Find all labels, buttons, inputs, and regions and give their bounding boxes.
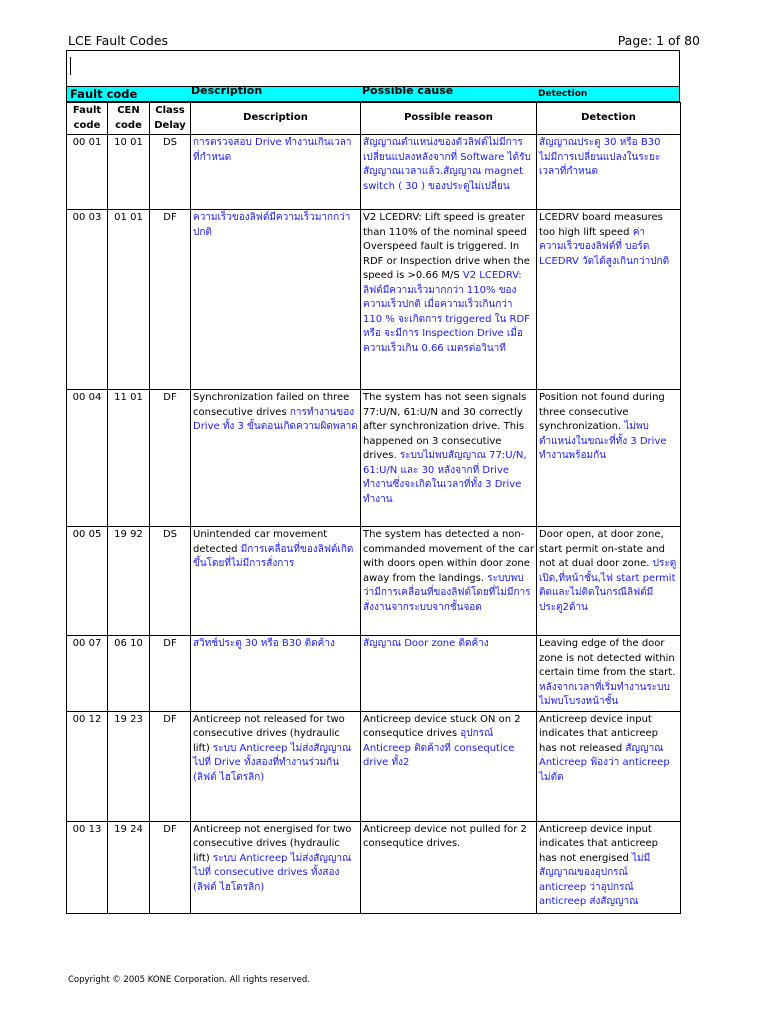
description-cell-english: Anticreep not released for two consecutive drives (hydraulic lift) <box>193 713 345 754</box>
detection-cell <box>537 636 681 712</box>
possible-reason-cell-thai: V2 LCEDRV: ลิฟต์มีความเร็วมากกว่า 110% ของความเร็วปกติ เมื่อความเร็วเกินกว่า 110 % จะเกิดการ triggered ใน RDF หรือ จะมีการ Inspection Drive เมื่อความเร็วเกิน 0.66 เมตรต่อวินาที <box>363 270 530 354</box>
detection-cell-english: Position not found during three consecutive synchronization. <box>539 392 665 432</box>
section-detection: Detection <box>538 89 588 99</box>
table-row <box>67 527 681 636</box>
detection-cell <box>537 527 681 636</box>
possible-reason-cell <box>361 527 537 636</box>
cen-code-cell: 01 01 <box>108 210 150 390</box>
description-cell-thai: ระบบ Anticreep ไม่ส่งสัญญาณไปที่ Drive ทั้งสองที่ทำงานร่วมกัน (ลิฟต์ ไฮโดรลิก) <box>193 742 352 783</box>
description-cell <box>191 390 361 527</box>
detection-cell-thai: หลังจากเวลาที่เริ่มทำงานระบบไม่พบโบรงหน้าชั้น <box>539 681 670 707</box>
description-cell <box>191 821 361 913</box>
class-delay-cell: DS <box>150 527 191 636</box>
detection-cell <box>537 711 681 821</box>
table-header-row <box>67 103 681 135</box>
possible-reason-cell-english: The system has not seen signals 77:U/N, 61:U/N and 30 correctly after synchronization drive. This happened on 3 consecutive drives. <box>363 392 527 461</box>
table-row <box>67 390 681 527</box>
section-possible-cause: Possible cause <box>362 84 454 97</box>
fault-code-cell: 00 13 <box>67 821 108 913</box>
class-delay-cell: DF <box>150 210 191 390</box>
detection-cell-thai: ค่าความเร็วของลิฟต์ที่ บอร์ด LCEDRV วัดได้สูงเกินกว่าปกติ <box>539 226 670 267</box>
table-row <box>67 821 681 913</box>
description-cell-thai: ความเร็วของลิฟต์มีความเร็วมากกว่าปกติ <box>193 212 351 238</box>
description-cell-thai: การตรวจสอบ Drive ทำงานเกินเวลาที่กำหนด <box>193 137 352 163</box>
fault-code-cell: 00 05 <box>67 527 108 636</box>
description-cell <box>191 135 361 210</box>
cen-code-cell: 19 23 <box>108 711 150 821</box>
description-cell-thai: ระบบ Anticreep ไม่ส่งสัญญาณไปที่ consecutive drives ทั้งสอง (ลิฟต์ ไฮโดรลิก) <box>193 852 352 893</box>
table-row <box>67 135 681 210</box>
detection-cell-thai: สัญญาณประตู 30 หรือ B30 ไม่มีการเปลี่ยนแปลงในระยะเวลาที่กำหนด <box>539 137 661 177</box>
class-delay-cell: DF <box>150 711 191 821</box>
fault-code-cell: 00 12 <box>67 711 108 821</box>
possible-reason-cell-thai: อุปกรณ์ Anticreep ติดค้างที่ consequtice drive ทั้ง2 <box>363 728 515 768</box>
description-cell <box>191 210 361 390</box>
section-fault-code: Fault code <box>70 87 138 101</box>
detection-cell-english: Leaving edge of the door zone is not detected within certain time from the start. <box>539 638 676 678</box>
cen-code-cell: 10 01 <box>108 135 150 210</box>
class-delay-cell: DF <box>150 821 191 913</box>
fault-code-cell: 00 03 <box>67 210 108 390</box>
description-cell-thai: มีการเคลื่อนที่ของลิฟต์เกิดขึ้นโดยที่ไม่มีการสั่งการ <box>193 543 354 569</box>
possible-reason-cell-thai: สัญญาณ Door zone ติดค้าง <box>363 638 489 649</box>
detection-cell-thai: ไม่มีสัญญาณของอุปกรณ์ anticreep ว่าอุปกรณ์ anticreep ส่งสัญญาณ <box>539 852 651 907</box>
text-cursor <box>70 57 71 75</box>
possible-reason-cell <box>361 821 537 913</box>
possible-reason-cell <box>361 711 537 821</box>
description-cell-english: Anticreep not energised for two consecutive drives (hydraulic lift) <box>193 823 352 864</box>
class-delay-cell: DF <box>150 636 191 712</box>
page-number: Page: 1 of 80 <box>617 33 700 48</box>
copyright-footer: Copyright © 2005 KONE Corporation. All rights reserved. <box>68 975 311 985</box>
possible-reason-cell-english: Anticreep device stuck ON on 2 consequtice drives <box>363 713 521 739</box>
possible-reason-cell <box>361 390 537 527</box>
detection-cell <box>537 821 681 913</box>
detection-cell-thai: สัญญาณ Anticreep ฟ้องว่า anticreep ไม่ตัด <box>539 742 670 783</box>
possible-reason-cell-english: The system has detected a non-commanded movement of the car with doors open within door zone away from the landings. <box>363 529 534 584</box>
section-description: Description <box>191 84 263 97</box>
table-row <box>67 711 681 821</box>
empty-header-box <box>66 50 680 86</box>
fault-codes-table <box>66 102 681 914</box>
class-delay-cell: DF <box>150 390 191 527</box>
table-row <box>67 210 681 390</box>
detection-cell-english: Anticreep device input indicates that anticreep has not energised <box>539 823 659 864</box>
cen-code-cell: 11 01 <box>108 390 150 527</box>
detection-cell-english: Anticreep device input indicates that anticreep has not released <box>539 713 659 754</box>
col-cen-code: CEN code <box>108 103 150 135</box>
detection-cell-thai: ไม่พบตำแหน่งในขณะที่ทั้ง 3 Drive ทำงานพร้อมกัน <box>539 421 667 461</box>
fault-code-cell: 00 01 <box>67 135 108 210</box>
detection-cell <box>537 390 681 527</box>
fault-code-cell: 00 07 <box>67 636 108 712</box>
cen-code-cell: 06 10 <box>108 636 150 712</box>
description-cell-english: Synchronization failed on three consecutive drives <box>193 392 350 418</box>
detection-cell-thai: ประตูเปิด,ที่หน้าชั้น,ไฟ start permit ติดและไม่ติดในกรณีลิฟต์มีประตู2ด้าน <box>539 558 677 613</box>
table-row <box>67 636 681 712</box>
detection-cell <box>537 135 681 210</box>
col-fault-code: Fault code <box>67 103 108 135</box>
possible-reason-cell <box>361 210 537 390</box>
description-cell-thai: สวิทช์ประตู 30 หรือ B30 ติดค้าง <box>193 638 335 649</box>
page-title: LCE Fault Codes <box>68 33 169 48</box>
possible-reason-cell <box>361 135 537 210</box>
possible-reason-cell-english: V2 LCEDRV: Lift speed is greater than 110% of the nominal speed Overspeed fault is triggered. In RDF or Inspection drive when the speed is >0.66 M/S <box>363 212 530 281</box>
col-detection: Detection <box>537 103 681 135</box>
detection-cell <box>537 210 681 390</box>
section-header-bar <box>66 86 680 102</box>
detection-cell-english: Door open, at door zone, start permit on-state and not at dual door zone. <box>539 529 665 569</box>
possible-reason-cell-english: Anticreep device not pulled for 2 consequtice drives. <box>363 823 527 849</box>
description-cell-english: Unintended car movement detected <box>193 529 328 555</box>
col-class-delay: Class Delay <box>150 103 191 135</box>
possible-reason-cell-thai: ระบบไม่พบสัญญาณ 77:U/N, 61:U/N และ 30 หลังจากที่ Drive ทำงานซึ่งจะเกิดในเวลาที่ทั้ง 3 Drive ทำงาน <box>363 450 527 505</box>
description-cell <box>191 527 361 636</box>
description-cell <box>191 636 361 712</box>
cen-code-cell: 19 24 <box>108 821 150 913</box>
col-possible-reason: Possible reason <box>361 103 537 135</box>
possible-reason-cell <box>361 636 537 712</box>
possible-reason-cell-thai: ระบบพบว่ามีการเคลื่อนที่ของลิฟต์โดยที่ไม่มีการสั่งงานจากระบบจากชั้นจอด <box>363 572 531 613</box>
description-cell <box>191 711 361 821</box>
class-delay-cell: DS <box>150 135 191 210</box>
description-cell-thai: การทำงานของ Drive ทั้ง 3 ขั้นตอนเกิดความผิดพลาด <box>193 406 358 432</box>
col-description: Description <box>191 103 361 135</box>
possible-reason-cell-thai: สัญญาณตำแหน่งของตัวลิฟต์ไม่มีการเปลี่ยนแปลงหลังจากที่ Software ได้รับสัญญาณเวลาแล้ว.สัญญาณ magnet switch ( 30 ) ของประตูไม่เปลี่ยน <box>363 137 531 192</box>
fault-code-cell: 00 04 <box>67 390 108 527</box>
detection-cell-english: LCEDRV board measures too high lift speed <box>539 212 663 238</box>
cen-code-cell: 19 92 <box>108 527 150 636</box>
